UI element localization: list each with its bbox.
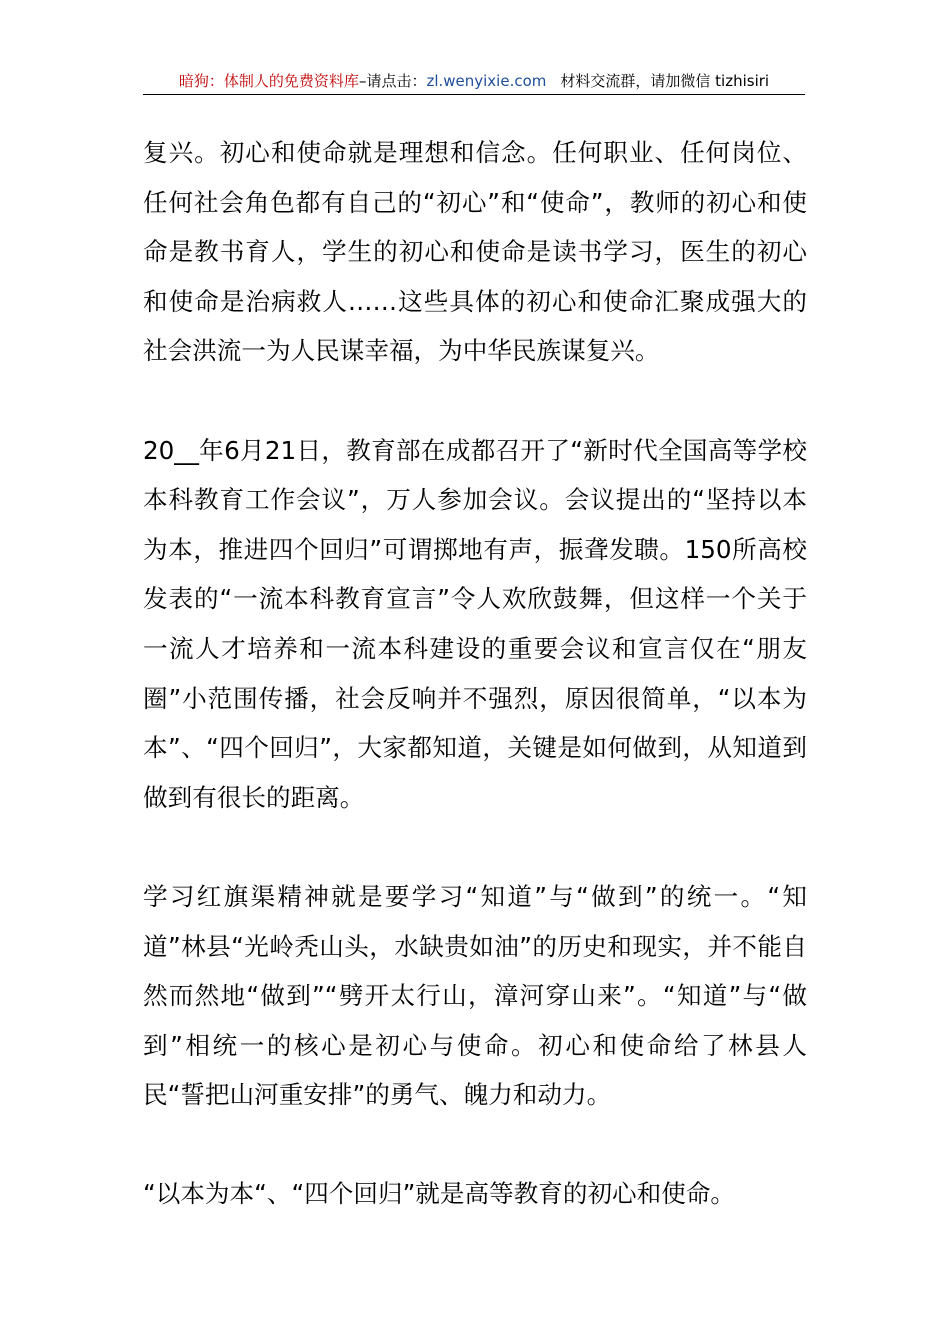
paragraph-3: 学习红旗渠精神就是要学习“知道”与“做到”的统一。“知道”林县“光岭秃山头，水缺贵如油”的历史和现实，并不能自然而然地“做到”“劈开太行山，漳河穿山来”。“知道”与“做到”相统一的核心是初心与使命。初心和使命给了林县人民“誓把山河重安排”的勇气、魄力和动力。 xyxy=(143,881,807,1110)
paragraph-spacer xyxy=(143,376,807,426)
page-header xyxy=(143,68,805,95)
paragraph-4: “以本为本“、“四个回归”就是高等教育的初心和使命。 xyxy=(143,1179,736,1209)
header-prompt: –请点击： xyxy=(358,72,427,90)
header-link[interactable]: zl.wenyixie.com xyxy=(426,72,547,90)
document-body xyxy=(143,128,807,1219)
paragraph-spacer xyxy=(143,822,807,872)
header-brand: 暗狗：体制人的免费资料库 xyxy=(178,72,359,90)
paragraph-2: 20__年6月21日，教育部在成都召开了“新时代全国高等学校本科教育工作会议”，万人参加会议。会议提出的“坚持以本为本，推进四个回归”可谓掷地有声，振聋发聩。150所高校发表的“一流本科教育宣言”令人欢欣鼓舞，但这样一个关于一流人才培养和一流本科建设的重要会议和宣言仅在“朋友圈”小范围传播，社会反响并不强烈，原因很简单，“以本为本”、“四个回归”，大家都知道，关键是如何做到，从知道到做到有很长的距离。 xyxy=(143,435,807,812)
paragraph-spacer xyxy=(143,1120,807,1170)
header-note: 材料交流群，请加微信 tizhisiri xyxy=(560,72,770,90)
paragraph-1: 复兴。初心和使命就是理想和信念。任何职业、任何岗位、任何社会角色都有自己的“初心”和“使命”，教师的初心和使命是教书育人，学生的初心和使命是读书学习，医生的初心和使命是治病救人……这些具体的初心和使命汇聚成强大的社会洪流一为人民谋幸福，为中华民族谋复兴。 xyxy=(143,138,807,366)
